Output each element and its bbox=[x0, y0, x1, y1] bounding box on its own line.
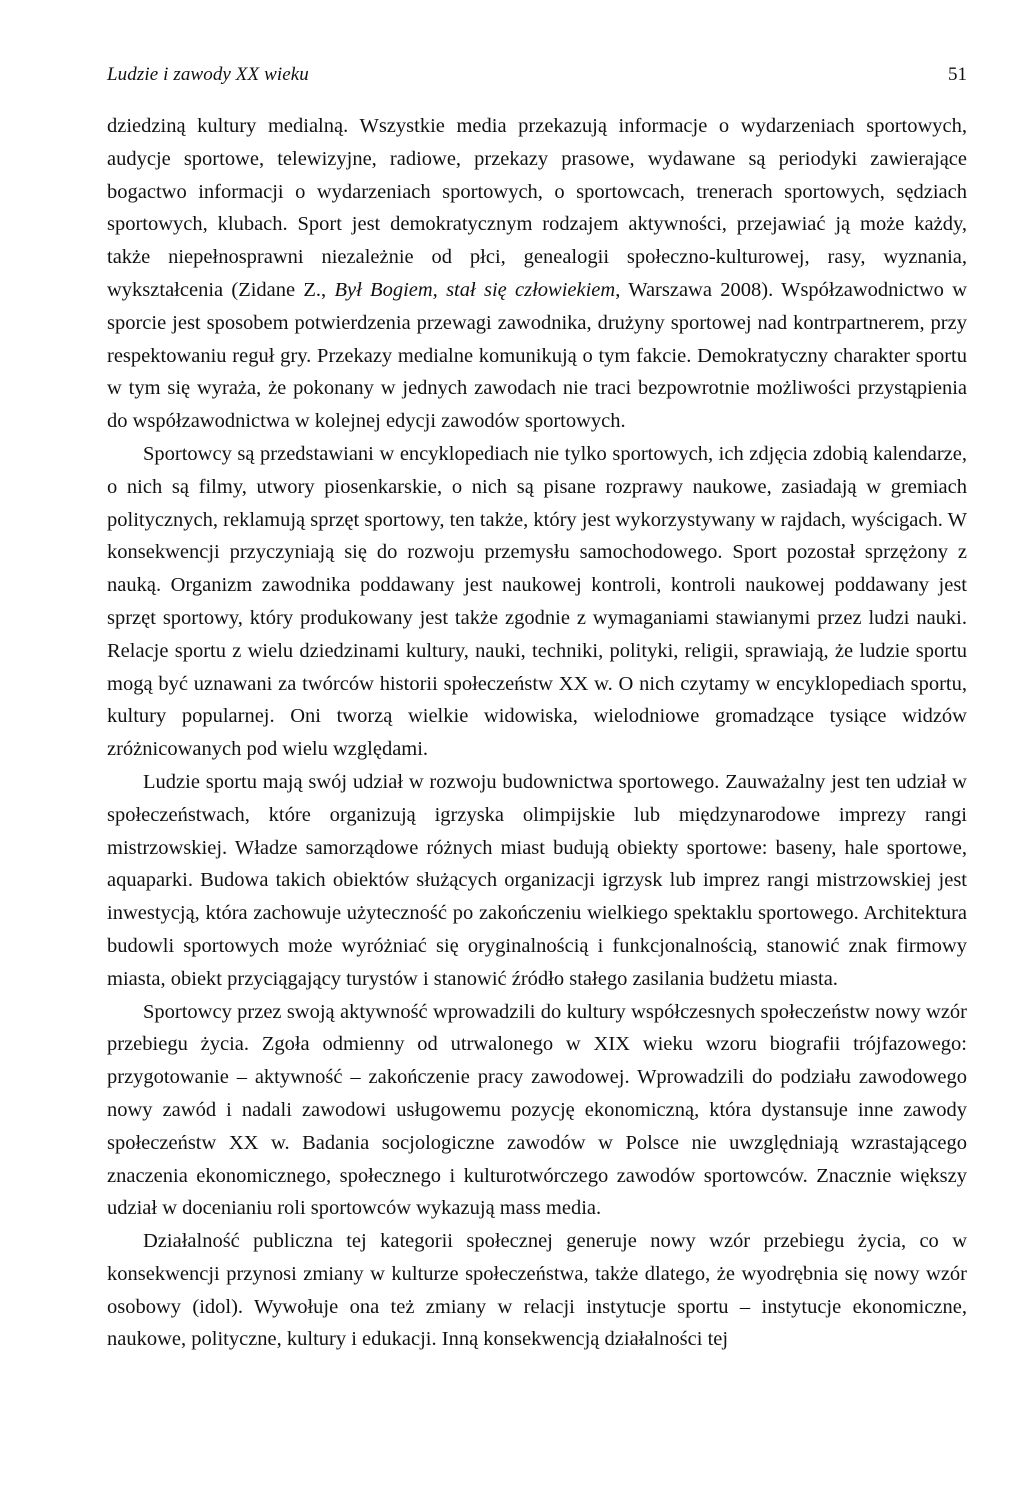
paragraph-1-text-b: , Warszawa 2008). Współzawodnictwo w sporcie jest sposobem potwierdzenia przewagi zawodnika, drużyny sportowej nad kontrpartnerem, przy respektowaniu reguł gry. Przekazy medialne komunikują o tym fakcie. Demokratyczny charakter sportu w tym się wyraża, że pokonany w jednych zawodach nie traci bezpowrotnie możliwości przystąpienia do współzawodnictwa w kolejnej edycji zawodów sportowych. bbox=[107, 278, 967, 433]
cited-book-title: Był Bogiem, stał się człowiekiem bbox=[334, 278, 616, 301]
body-text bbox=[107, 110, 967, 1356]
page-number: 51 bbox=[948, 64, 967, 85]
paragraph-4: Sportowcy przez swoją aktywność wprowadzili do kultury współczesnych społeczeństw nowy wzór przebiegu życia. Zgoła odmienny od utrwalonego w XIX wieku wzoru biografii trójfazowego: przygotowanie – aktywność – zakończenie pracy zawodowej. Wprowadzili do podziału zawodowego nowy zawód i nadali zawodowi usługowemu pozycję ekonomiczną, która dystansuje inne zawody społeczeństw XX w. Badania socjologiczne zawodów w Polsce nie uwzględniają wzrastającego znaczenia ekonomicznego, społecznego i kulturotwórczego zawodów sportowców. Znacznie większy udział w docenianiu roli sportowców wykazują mass media. bbox=[107, 1000, 967, 1220]
running-title: Ludzie i zawody XX wieku bbox=[107, 64, 309, 85]
paragraph-1 bbox=[107, 110, 967, 438]
page-header bbox=[107, 64, 967, 94]
paragraph-5: Działalność publiczna tej kategorii społecznej generuje nowy wzór przebiegu życia, co w konsekwencji przynosi zmiany w kulturze społeczeństwa, także dlatego, że wyodrębnia się nowy wzór osobowy (idol). Wywołuje ona też zmiany w relacji instytucje sportu – instytucje ekonomiczne, naukowe, polityczne, kultury i edukacji. Inną konsekwencją działalności tej bbox=[107, 1230, 967, 1351]
paragraph-2: Sportowcy są przedstawiani w encyklopediach nie tylko sportowych, ich zdjęcia zdobią kalendarze, o nich są filmy, utwory piosenkarskie, o nich są pisane rozprawy naukowe, zasiadają w gremiach politycznych, reklamują sprzęt sportowy, ten także, który jest wykorzystywany w rajdach, wyścigach. W konsekwencji przyczyniają się do rozwoju przemysłu samochodowego. Sport pozostał sprzężony z nauką. Organizm zawodnika poddawany jest naukowej kontroli, kontroli naukowej poddawany jest sprzęt sportowy, który produkowany jest także zgodnie z wymaganiami stawianymi przez ludzi nauki. Relacje sportu z wielu dziedzinami kultury, nauki, techniki, polityki, religii, sprawiają, że ludzie sportu mogą być uznawani za twórców historii społeczeństw XX w. O nich czytamy w encyklopediach sportu, kultury popularnej. Oni tworzą wielkie widowiska, wielodniowe gromadzące tysiące widzów zróżnicowanych pod wielu względami. bbox=[107, 442, 967, 761]
paragraph-3: Ludzie sportu mają swój udział w rozwoju budownictwa sportowego. Zauważalny jest ten udział w społeczeństwach, które organizują igrzyska olimpijskie lub międzynarodowe imprezy rangi mistrzowskiej. Władze samorządowe różnych miast budują obiekty sportowe: baseny, hale sportowe, aquaparki. Budowa takich obiektów służących organizacji igrzysk lub imprez rangi mistrzowskiej jest inwestycją, która zachowuje użyteczność po zakończeniu wielkiego spektaklu sportowego. Architektura budowli sportowych może wyróżniać się oryginalnością i funkcjonalnością, stanowić znak firmowy miasta, obiekt przyciągający turystów i stanowić źródło stałego zasilania budżetu miasta. bbox=[107, 770, 967, 990]
paragraph-1-text-a: dziedziną kultury medialną. Wszystkie media przekazują informacje o wydarzeniach sportowych, audycje sportowe, telewizyjne, radiowe, przekazy prasowe, wydawane są periodyki zawierające bogactwo informacji o wydarzeniach sportowych, o sportowcach, trenerach sportowych, sędziach sportowych, klubach. Sport jest demokratycznym rodzajem aktywności, przejawiać ją może każdy, także niepełnosprawni niezależnie od płci, genealogii społeczno-kulturowej, rasy, wyznania, wykształcenia (Zidane Z., bbox=[107, 115, 967, 301]
